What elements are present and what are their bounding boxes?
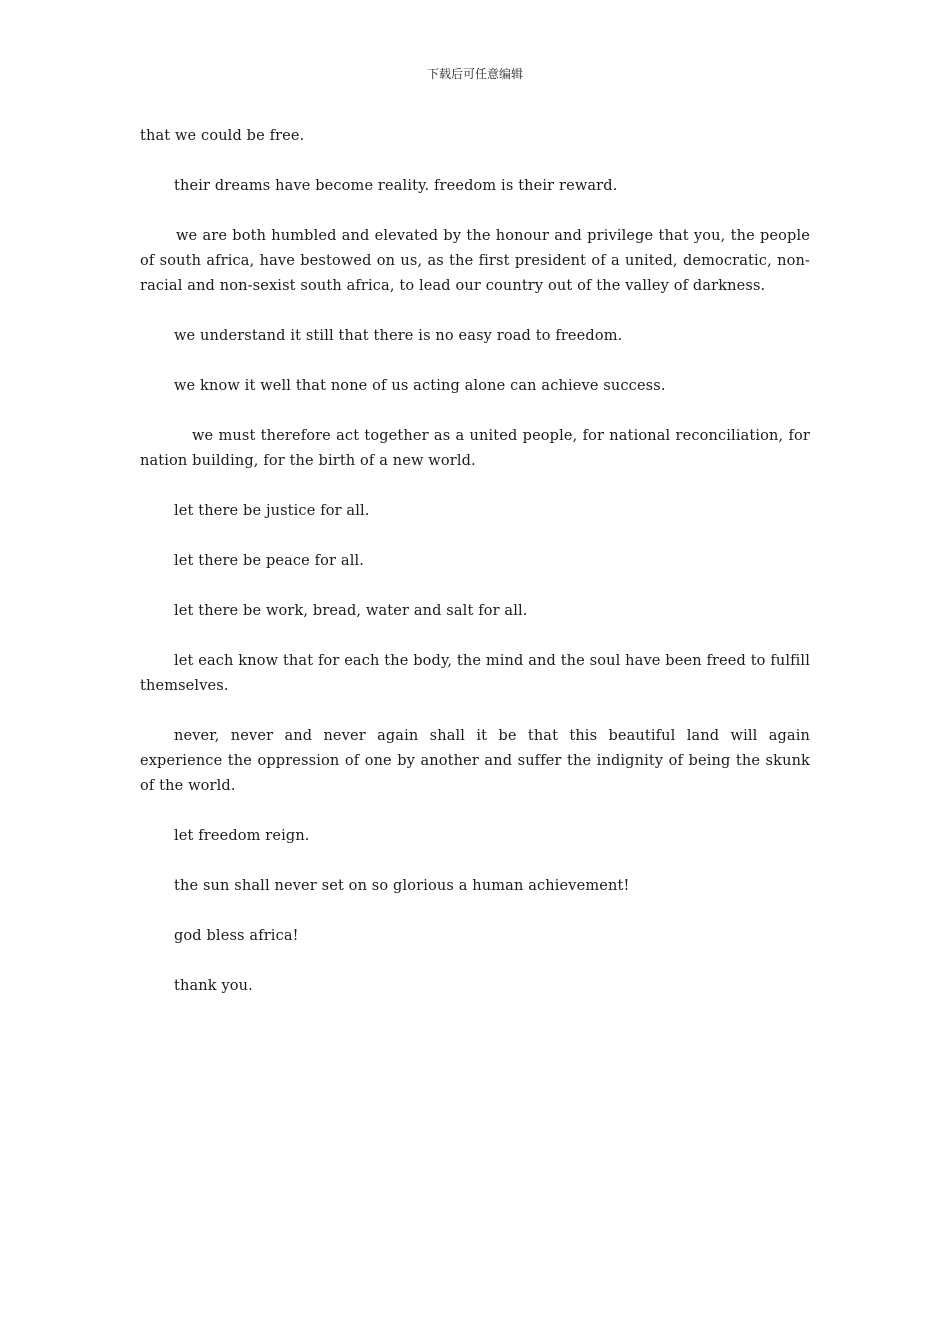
paragraph-9: let there be work, bread, water and salt for all. [174,603,528,619]
paragraph-2: their dreams have become reality. freedom is their reward. [174,178,618,194]
paragraph-1: that we could be free. [140,128,305,144]
paragraph-3: we are both humbled and elevated by the honour and privilege that you, the people of south africa, have bestowed on us, as the first president of a united, democratic, non-racial and non-sexist south africa, to lead our country out of the valley of darkness. [140,228,810,294]
paragraph-14: god bless africa! [174,928,299,944]
page-header: 下载后可任意编辑 [426,67,523,81]
paragraph-5: we know it well that none of us acting alone can achieve success. [174,378,666,394]
paragraph-7: let there be justice for all. [174,503,370,519]
document-body [140,124,810,1024]
paragraph-13: the sun shall never set on so glorious a human achievement! [174,878,630,894]
paragraph-10: let each know that for each the body, the mind and the soul have been freed to fulfill themselves. [140,653,810,694]
paragraph-11: never, never and never again shall it be that this beautiful land will again experience the oppression of one by another and suffer the indignity of being the skunk of the world. [140,728,810,794]
paragraph-6: we must therefore act together as a united people, for national reconciliation, for nation building, for the birth of a new world. [140,428,810,469]
paragraph-8: let there be peace for all. [174,553,365,569]
paragraph-4: we understand it still that there is no easy road to freedom. [174,328,623,344]
paragraph-12: let freedom reign. [174,828,310,844]
paragraph-15: thank you. [174,978,253,994]
